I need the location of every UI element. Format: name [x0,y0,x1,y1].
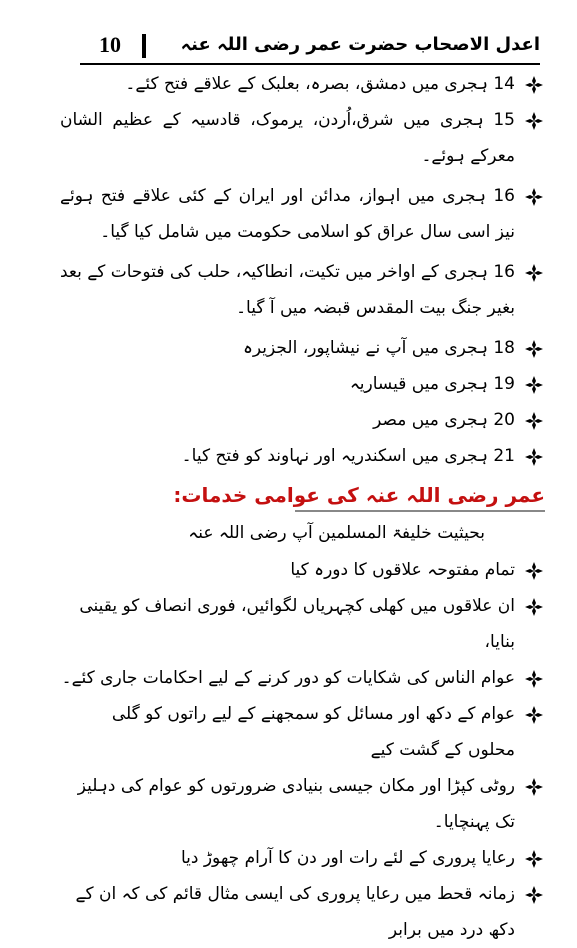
diamond-bullet-icon [525,778,543,796]
list-item [60,102,545,178]
header-divider-bar [142,34,146,58]
list-item-text: 16 ہجری کے اواخر میں تکیت، انطاکیہ، حلب کی فتوحات کے بعد بغیر جنگ بیت المقدس قبضہ میں آ گیا۔ [60,262,515,318]
list-item [60,552,545,588]
list-item-text: 21 ہجری میں اسکندریہ اور نہاوند کو فتح کیا۔ [181,446,515,466]
diamond-bullet-icon [525,188,543,206]
page-header [80,30,540,62]
list-item [60,178,545,254]
list-item-text: 18 ہجری میں آپ نے نیشاپور، الجزیرہ [242,338,515,358]
list-item [60,366,545,402]
list-item [60,330,545,366]
list-item-text: 15 ہجری میں شرق،اُردن، یرموک، قادسیہ کے عظیم الشان معرکے ہوئے۔ [60,110,515,166]
diamond-bullet-icon [525,264,543,282]
heading-underline [295,510,545,512]
diamond-bullet-icon [525,670,543,688]
list-item-text: 14 ہجری میں دمشق، بصرہ، بعلبک کے علاقے فتح کئے۔ [125,74,515,94]
list-item [60,660,545,696]
diamond-bullet-icon [525,340,543,358]
diamond-bullet-icon [525,76,543,94]
conquests-list [60,66,545,474]
list-item [60,588,545,660]
list-item [60,66,545,102]
list-item [60,402,545,438]
list-item [60,768,545,840]
header-rule [80,63,540,65]
list-item-text: 20 ہجری میں مصر [373,410,515,430]
services-list [60,552,545,948]
list-item-text: زمانہ قحط میں رعایا پروری کی ایسی مثال قائم کی کہ ان کے دکھ درد میں برابر [75,884,515,940]
list-item [60,254,545,330]
section-heading: عمر رضی اللہ عنہ کی عوامی خدمات: [173,483,545,507]
list-item-text: ان علاقوں میں کھلی کچہریاں لگوائیں، فوری انصاف کو یقینی بنایا، [79,596,515,652]
list-item-text: 19 ہجری میں قیساریہ [349,374,515,394]
list-item-text: تمام مفتوحہ علاقوں کا دورہ کیا [290,560,515,580]
diamond-bullet-icon [525,112,543,130]
list-item-text: رعایا پروری کے لئے رات اور دن کا آرام چھوڑ دیا [180,848,515,868]
diamond-bullet-icon [525,850,543,868]
list-item [60,840,545,876]
book-title: اعدل الاصحاب حضرت عمر رضی اللہ عنہ [180,34,540,55]
diamond-bullet-icon [525,706,543,724]
page-content [60,66,545,948]
diamond-bullet-icon [525,448,543,466]
page-number: 10 [99,32,121,57]
section-intro: بحیثیت خلیفۃ المسلمین آپ رضی اللہ عنہ [188,523,485,543]
diamond-bullet-icon [525,376,543,394]
diamond-bullet-icon [525,562,543,580]
list-item [60,438,545,474]
diamond-bullet-icon [525,886,543,904]
diamond-bullet-icon [525,412,543,430]
list-item [60,696,545,768]
list-item-text: 16 ہجری میں اہواز، مدائن اور ایران کے کئی علاقے فتح ہوئے نیز اسی سال عراق کو اسلامی حکومت میں شامل کیا گیا۔ [60,186,515,242]
list-item-text: عوام کے دکھ اور مسائل کو سمجھنے کے لیے راتوں کو گلی محلوں کے گشت کیے [111,704,515,760]
list-item-text: روٹی کپڑا اور مکان جیسی بنیادی ضرورتوں کو عوام کی دہلیز تک پہنچایا۔ [77,776,515,832]
list-item [60,876,545,948]
diamond-bullet-icon [525,598,543,616]
list-item-text: عوام الناس کی شکایات کو دور کرنے کے لیے احکامات جاری کئے۔ [61,668,515,688]
